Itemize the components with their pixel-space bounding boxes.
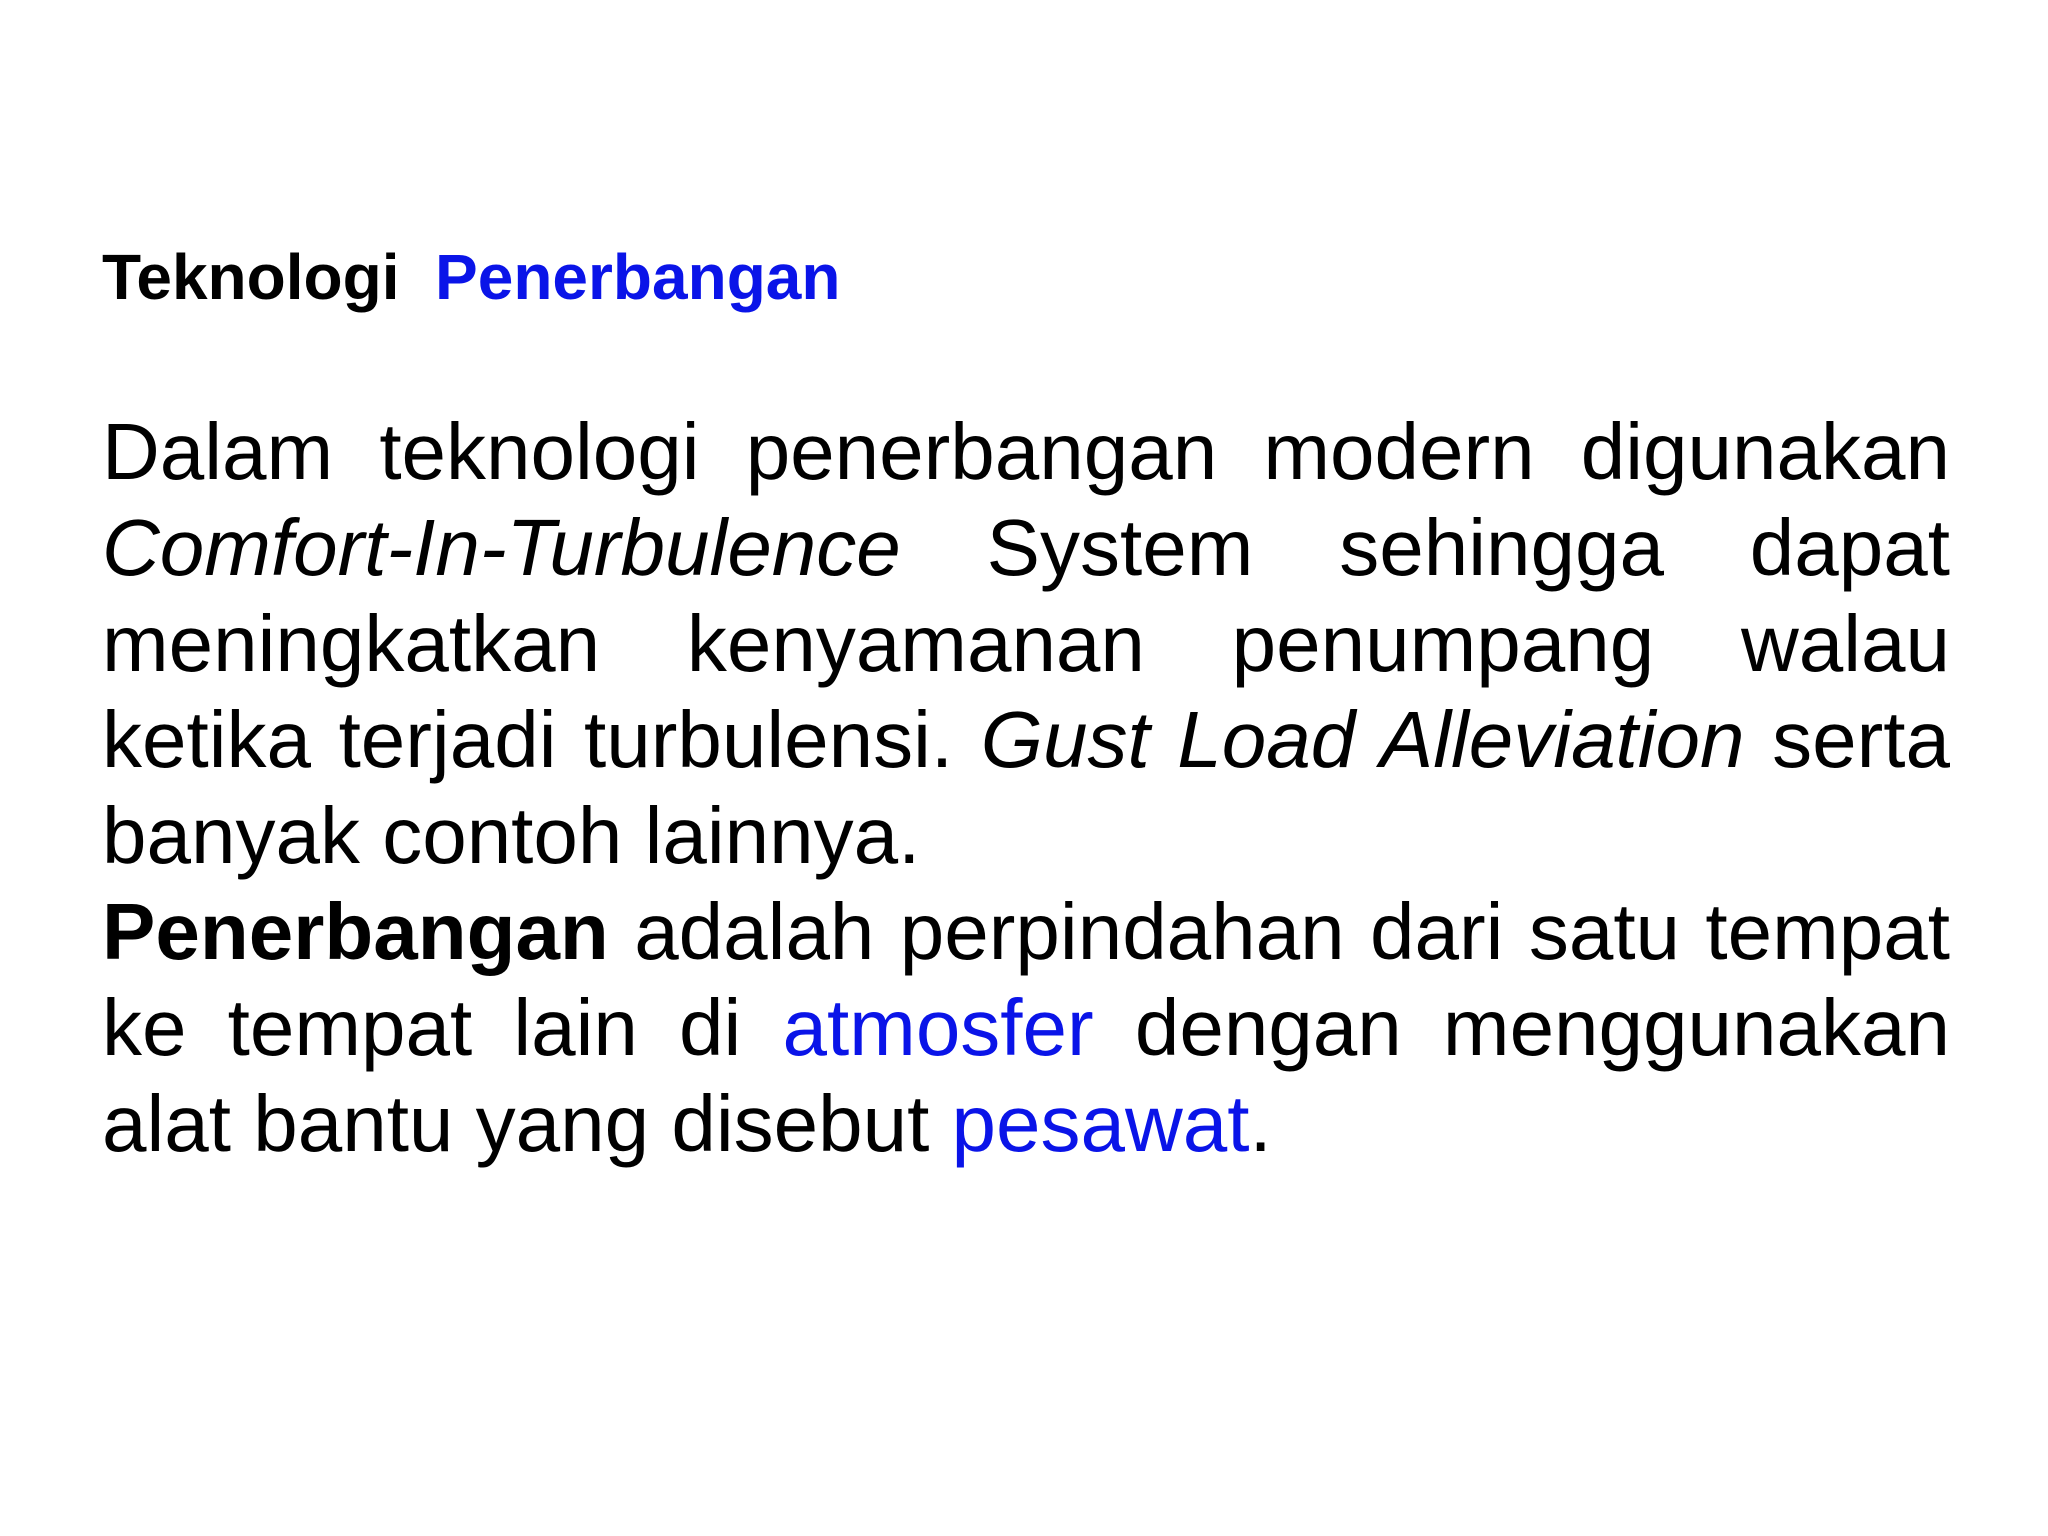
paragraph1-text-2: System sehingga dapat meningkatkan kenyamanan penumpang walau ketika terjadi turbulensi. — [102, 503, 1950, 784]
term-comfort-in-turbulence: Comfort-In-Turbulence — [102, 503, 901, 592]
paragraph-comfort-system — [102, 404, 1950, 884]
paragraph1-text-3: serta banyak contoh lainnya. — [102, 695, 1950, 880]
term-gust-load-alleviation: Gust Load Alleviation — [980, 695, 1745, 784]
paragraph2-text-2: dengan menggunakan alat bantu yang disebut — [102, 983, 1950, 1168]
paragraph1-text-1: Dalam teknologi penerbangan modern digunakan — [102, 407, 1950, 496]
term-penerbangan: Penerbangan — [102, 887, 609, 976]
paragraph2-text-1: adalah perpindahan dari satu tempat ke tempat lain di — [102, 887, 1950, 1072]
paragraph-definition — [102, 884, 1950, 1172]
link-atmosfer[interactable]: atmosfer — [782, 983, 1094, 1072]
heading-word-penerbangan: Penerbangan — [435, 241, 841, 313]
heading-word-teknologi: Teknologi — [102, 241, 400, 313]
link-pesawat[interactable]: pesawat — [951, 1079, 1250, 1168]
paragraph2-period: . — [1249, 1079, 1272, 1168]
slide-heading — [102, 232, 840, 322]
slide-body — [102, 404, 1950, 1172]
